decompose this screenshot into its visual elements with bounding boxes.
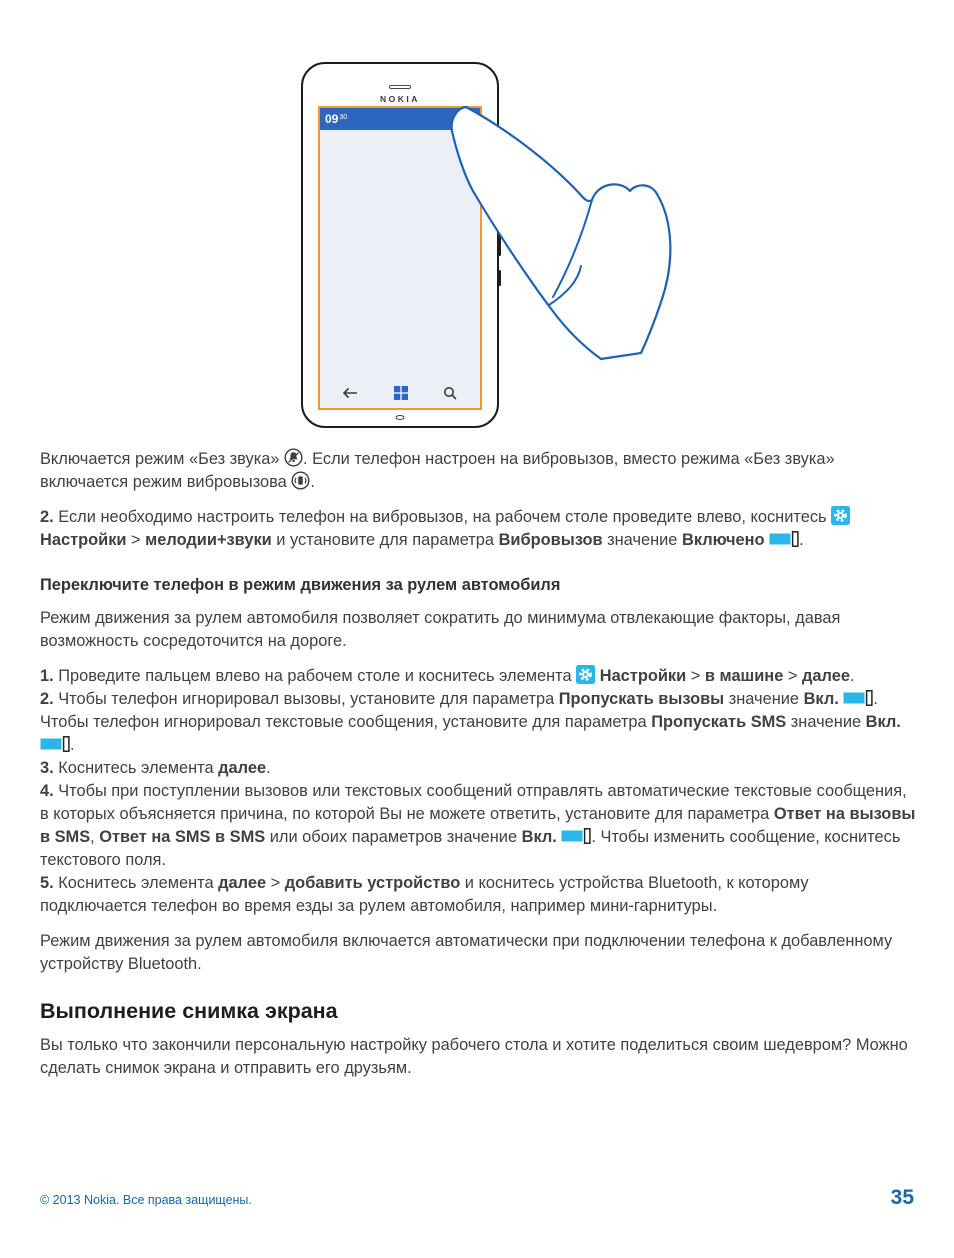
pointing-hand-illustration bbox=[300, 55, 700, 460]
silent-mode-paragraph: Включается режим «Без звука» . Если телефон настроен на вибровызов, вместо режима «Без звука» включается режим вибровызова . bbox=[40, 450, 835, 491]
drive-step-5: 5. Коснитесь элемента далее > добавить устройство и коснитесь устройства Bluetooth, к которому подключается телефон во время езды за рулем автомобиля, например мини-гарнитуры. bbox=[40, 874, 809, 915]
copyright-notice: © 2013 Nokia. Все права защищены. bbox=[40, 1193, 252, 1207]
drive-step-1: 1. Проведите пальцем влево на рабочем столе и коснитесь элемента Настройки > в машине > далее. bbox=[40, 667, 855, 685]
toggle-on-icon bbox=[843, 690, 873, 706]
page-content bbox=[40, 448, 916, 1092]
sound-step-2: 2. Если необходимо настроить телефон на вибровызов, на рабочем столе проведите влево, коснитесь Настройки > мелодии+звуки и установите для параметра Вибровызов значение Включено . bbox=[40, 506, 916, 552]
drive-step-2: 2. Чтобы телефон игнорировал вызовы, установите для параметра Пропускать вызовы значение Вкл. . Чтобы телефон игнорировал текстовые сообщения, установите для параметра Пропускать SMS значение Вкл. . bbox=[40, 690, 901, 754]
screenshot-paragraph: Вы только что закончили персональную настройку рабочего стола и хотите поделиться своим шедевром? Можно сделать снимок экрана и отправить его друзьям. bbox=[40, 1036, 908, 1077]
screenshot-section-heading: Выполнение снимка экрана bbox=[40, 999, 338, 1023]
page-number: 35 bbox=[890, 1186, 914, 1209]
drive-step-3: 3. Коснитесь элемента далее. bbox=[40, 759, 271, 777]
toggle-on-icon bbox=[561, 828, 591, 844]
settings-icon bbox=[831, 506, 850, 525]
vibrate-mode-icon bbox=[291, 471, 310, 490]
toggle-on-icon bbox=[40, 736, 70, 752]
drive-step-4: 4. Чтобы при поступлении вызовов или текстовых сообщений отправлять автоматические текстовые сообщения, в которых объясняется причина, по которой Вы не можете ответить, установите для параметра Ответ на вызовы в SMS, Ответ на SMS в SMS или обоих параметров значение Вкл. . Чтобы изменить сообщение, коснитесь текстового поля. bbox=[40, 782, 916, 869]
drive-mode-outro: Режим движения за рулем автомобиля включается автоматически при подключении телефона к добавленному устройству Bluetooth. bbox=[40, 932, 893, 973]
page-footer bbox=[40, 1186, 914, 1210]
clock-minutes: 30 bbox=[339, 114, 348, 121]
drive-mode-heading: Переключите телефон в режим движения за рулем автомобиля bbox=[40, 576, 561, 594]
drive-mode-intro: Режим движения за рулем автомобиля позволяет сократить до минимума отвлекающие факторы, давая возможность сосредоточится на дороге. bbox=[40, 609, 841, 650]
settings-icon bbox=[576, 665, 595, 684]
phone-brand-logo: NOKIA bbox=[380, 94, 420, 104]
clock-hours: 09 bbox=[325, 112, 339, 126]
toggle-on-icon bbox=[769, 531, 799, 547]
drive-mode-steps bbox=[40, 665, 916, 918]
